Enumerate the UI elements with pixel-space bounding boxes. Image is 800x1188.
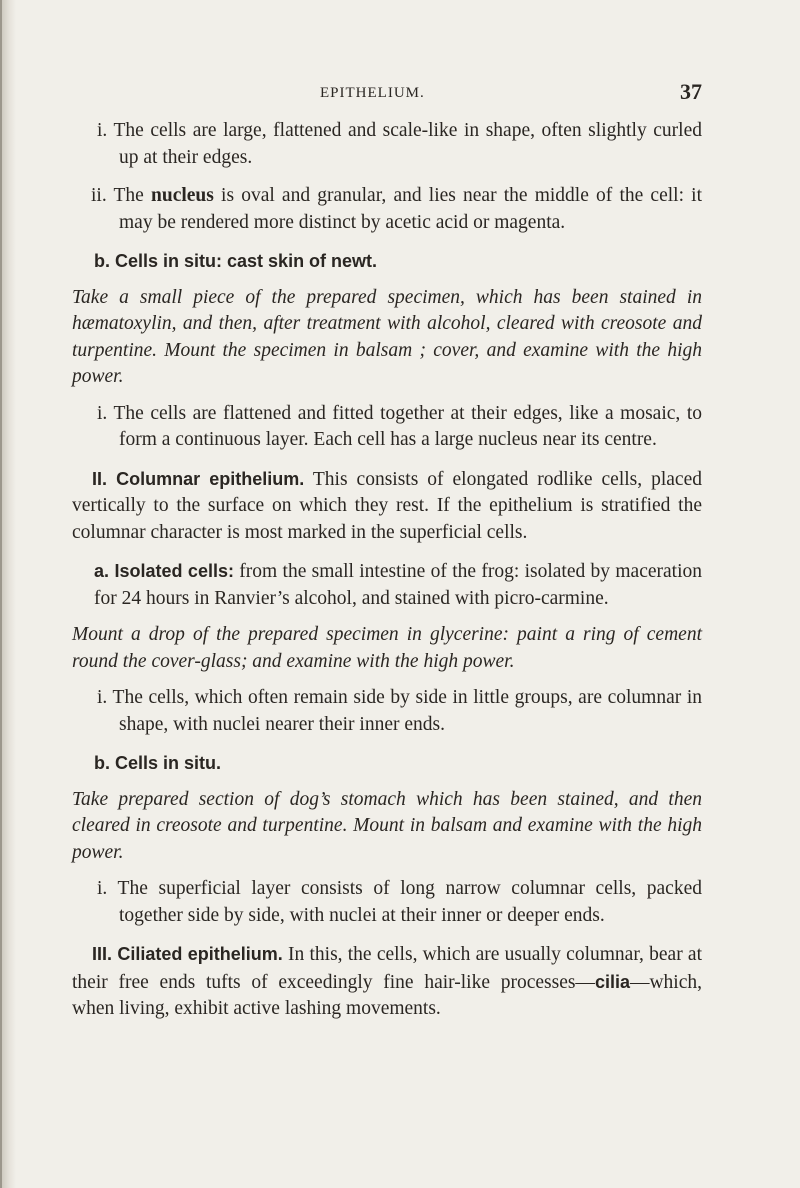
section-heading-II: II. Columnar epithelium. <box>92 468 305 489</box>
subheading-a-isolated-cells: a. Isolated cells: <box>94 561 234 581</box>
list-item-i-mosaic: i. The cells are flattened and fitted together at their edges, like a mosaic, to form a continuous layer. Each cell has a large nucleus near its centre. <box>97 402 702 450</box>
section-heading-III: III. Ciliated epithelium. <box>92 944 283 964</box>
section-columnar-epithelium <box>72 466 702 547</box>
bold-term-cilia: cilia <box>594 971 630 992</box>
page-header <box>72 79 702 113</box>
text-run: from the small intestine of the frog: isolated by maceration for 24 hours in Ranvier’s alcohol, and stained with picro-carmine. <box>94 561 702 609</box>
text-run: —which, when living, exhibit active lashing movements. <box>72 971 702 1019</box>
page-binding-edge <box>0 0 16 1188</box>
text-run: In this, the cells, which are usually columnar, bear at their free ends tufts of exceedingly fine hair-like processes— <box>72 944 703 993</box>
subheading-b-cells-in-situ: b. Cells in situ: cast skin of newt. <box>94 251 378 271</box>
text-run: ii. The <box>91 185 151 206</box>
list-item-ii-nucleus <box>72 183 702 236</box>
instruction-glycerine-mount: Mount a drop of the prepared specimen in glycerine: paint a ring of cement round the cover-glass; and examine with the high power. <box>72 624 702 672</box>
bold-term-nucleus: nucleus <box>151 185 214 206</box>
section-ciliated-epithelium <box>72 941 702 1023</box>
page-content <box>72 118 702 1035</box>
running-head: EPITHELIUM. <box>320 85 425 101</box>
instruction-dog-stomach: Take prepared section of dog’s stomach which has been stained, and then cleared in creosote and turpentine. Mount in balsam and examine with the high power. <box>72 788 702 863</box>
instruction-newt-skin: Take a small piece of the prepared specimen, which has been stained in hæmatoxylin, and then, after treatment with alcohol, cleared with creosote and turpentine. Mount the specimen in balsam ; cover, and examine with the high power. <box>72 286 702 387</box>
text-run: is oval and granular, and lies near the middle of the cell: it may be rendered more distinct by acetic acid or magenta. <box>119 185 702 233</box>
list-item-i-scale-cells: i. The cells are large, flattened and scale-like in shape, often slightly curled up at their edges. <box>97 120 702 168</box>
list-item-i-superficial-layer: i. The superficial layer consists of long narrow columnar cells, packed together side by side, with nuclei at their inner or deeper ends. <box>97 878 702 926</box>
subheading-b-cells-in-situ-2: b. Cells in situ. <box>94 753 222 773</box>
list-item-i-columnar-groups: i. The cells, which often remain side by side in little groups, are columnar in shape, with nuclei nearer their inner ends. <box>97 687 702 735</box>
text-run: This consists of elongated rodlike cells, placed vertically to the surface on which they rest. If the epithelium is stratified the columnar character is most marked in the superficial cells. <box>72 468 702 543</box>
page-number: 37 <box>680 79 702 104</box>
subsection-a-isolated-cells <box>94 558 702 612</box>
